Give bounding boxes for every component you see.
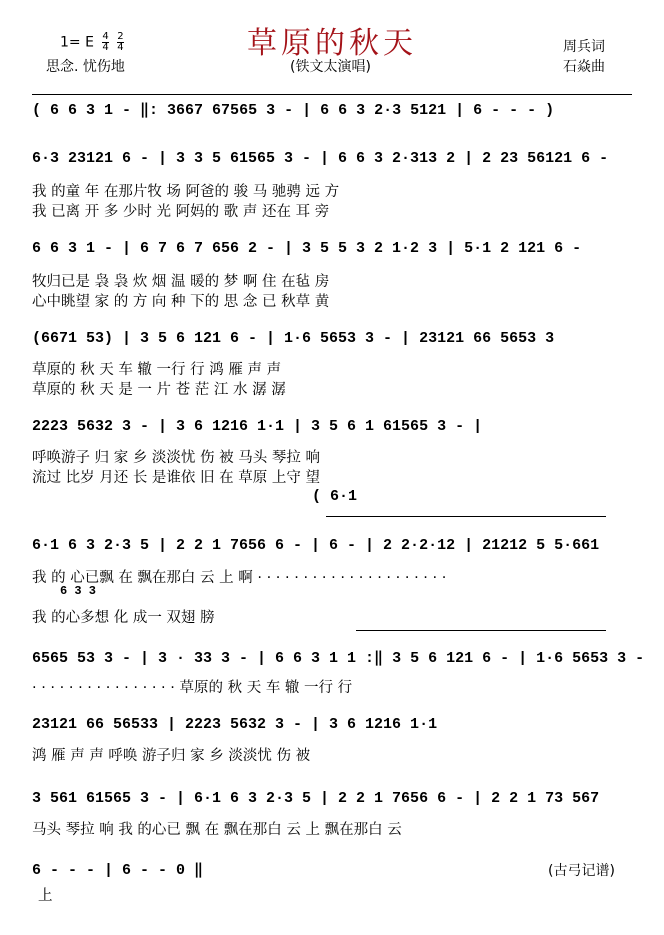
- lyrics-3-verse1: 牧归已是 袅 袅 炊 烟 温 暖的 梦 啊 住 在毡 房: [32, 274, 330, 290]
- score-system-6: 6·1 6 3 2·3 5 | 2 2 1 7656 6 - | 6 - | 2 2·2·12 | 21212 5 5·661: [32, 537, 600, 554]
- lyrics-3-verse2: 心中眺望 家 的 方 向 种 下的 思 念 已 秋草 黄: [32, 294, 330, 310]
- score-system-4: (6671 53) | 3 5 6 121 6 - | 1·6 5653 3 - | 23121 66 5653 3: [32, 330, 555, 347]
- lyrics-6-verse1: 我 的 心已飘 在 飘在那白 云 上 啊 · · · · · · · · · · · · · · · · · · · · ·: [32, 570, 447, 586]
- lyricist: 周兵词: [563, 39, 605, 55]
- key-label: 1= E: [60, 34, 94, 51]
- lyrics-2-verse2: 我 已离 开 多 少时 光 阿妈的 歌 声 还在 耳 旁: [32, 204, 330, 220]
- lyrics-9: 马头 琴拉 响 我 的心已 飘 在 飘在那白 云 上 飘在那白 云: [32, 822, 402, 838]
- song-title: 草原的秋天: [247, 26, 417, 61]
- alternate-notes: 6 3 3: [60, 584, 97, 598]
- score-system-2: 6·3 23121 6 - | 3 3 5 61565 3 - | 6 6 3 2·313 2 | 2 23 56121 6 -: [32, 150, 609, 167]
- score-system-9: 3 561 61565 3 - | 6·1 6 3 2·3 5 | 2 2 1 7656 6 - | 2 2 1 73 567: [32, 790, 600, 807]
- lyrics-5-verse2: 流过 比岁 月还 长 是谁依 旧 在 草原 上守 望: [32, 470, 320, 486]
- lyrics-2-verse1: 我 的童 年 在那片牧 场 阿爸的 骏 马 驰骋 远 方: [32, 184, 340, 200]
- time-sig-a-bottom: 4: [102, 42, 109, 53]
- composer: 石焱曲: [563, 59, 605, 75]
- mood-marking: 思念. 忧伤地: [46, 59, 125, 75]
- key-signature: [60, 32, 124, 53]
- score-system-3: 6 6 3 1 - | 6 7 6 7 656 2 - | 3 5 5 3 2 1·2 3 | 5·1 2 121 6 -: [32, 240, 582, 257]
- performer: (铁文太演唱): [290, 59, 371, 75]
- score-system-1: ( 6 6 3 1 - ‖: 3667 67565 3 - | 6 6 3 2·3 5121 | 6 - - - ): [32, 102, 555, 119]
- volta-2-line: [356, 630, 606, 631]
- volta-1-line: [326, 516, 606, 517]
- time-sig-a-top: 4: [102, 31, 109, 42]
- lyrics-4-verse2: 草原的 秋 天 是 一 片 苍 茫 江 水 潺 潺: [32, 382, 286, 398]
- time-signature-a: [102, 32, 108, 53]
- top-rule: [32, 94, 632, 95]
- score-system-5: 2223 5632 3 - | 3 6 1216 1·1 | 3 5 6 1 61565 3 - |: [32, 418, 483, 435]
- time-signature-b: [117, 32, 123, 53]
- lyrics-8: 鸿 雁 声 声 呼唤 游子归 家 乡 淡淡忧 伤 被: [32, 748, 311, 764]
- score-system-8: 23121 66 56533 | 2223 5632 3 - | 3 6 1216 1·1: [32, 716, 438, 733]
- transcriber-note: (古弓记谱): [548, 863, 615, 879]
- score-system-7: 6565 53 3 - | 3 · 33 3 - | 6 6 3 1 1 :‖ 3 5 6 121 6 - | 1·6 5653 3 -: [32, 650, 645, 667]
- lyrics-4-verse1: 草原的 秋 天 车 辙 一行 行 鸿 雁 声 声: [32, 362, 282, 378]
- time-sig-b-top: 2: [117, 31, 124, 42]
- lyrics-7: · · · · · · · · · · · · · · · · 草原的 秋 天 车 辙 一行 行: [32, 680, 353, 696]
- alternate-ending-bracket: ( 6·1: [312, 488, 358, 505]
- lyrics-10: 上: [38, 888, 53, 904]
- lyrics-5-verse1: 呼唤游子 归 家 乡 淡淡忧 伤 被 马头 琴拉 响: [32, 450, 320, 466]
- lyrics-6-verse2: 我 的心多想 化 成一 双翅 膀: [32, 610, 215, 626]
- time-sig-b-bottom: 4: [117, 42, 124, 53]
- score-system-10: 6 - - - | 6 - - 0 ‖: [32, 862, 204, 879]
